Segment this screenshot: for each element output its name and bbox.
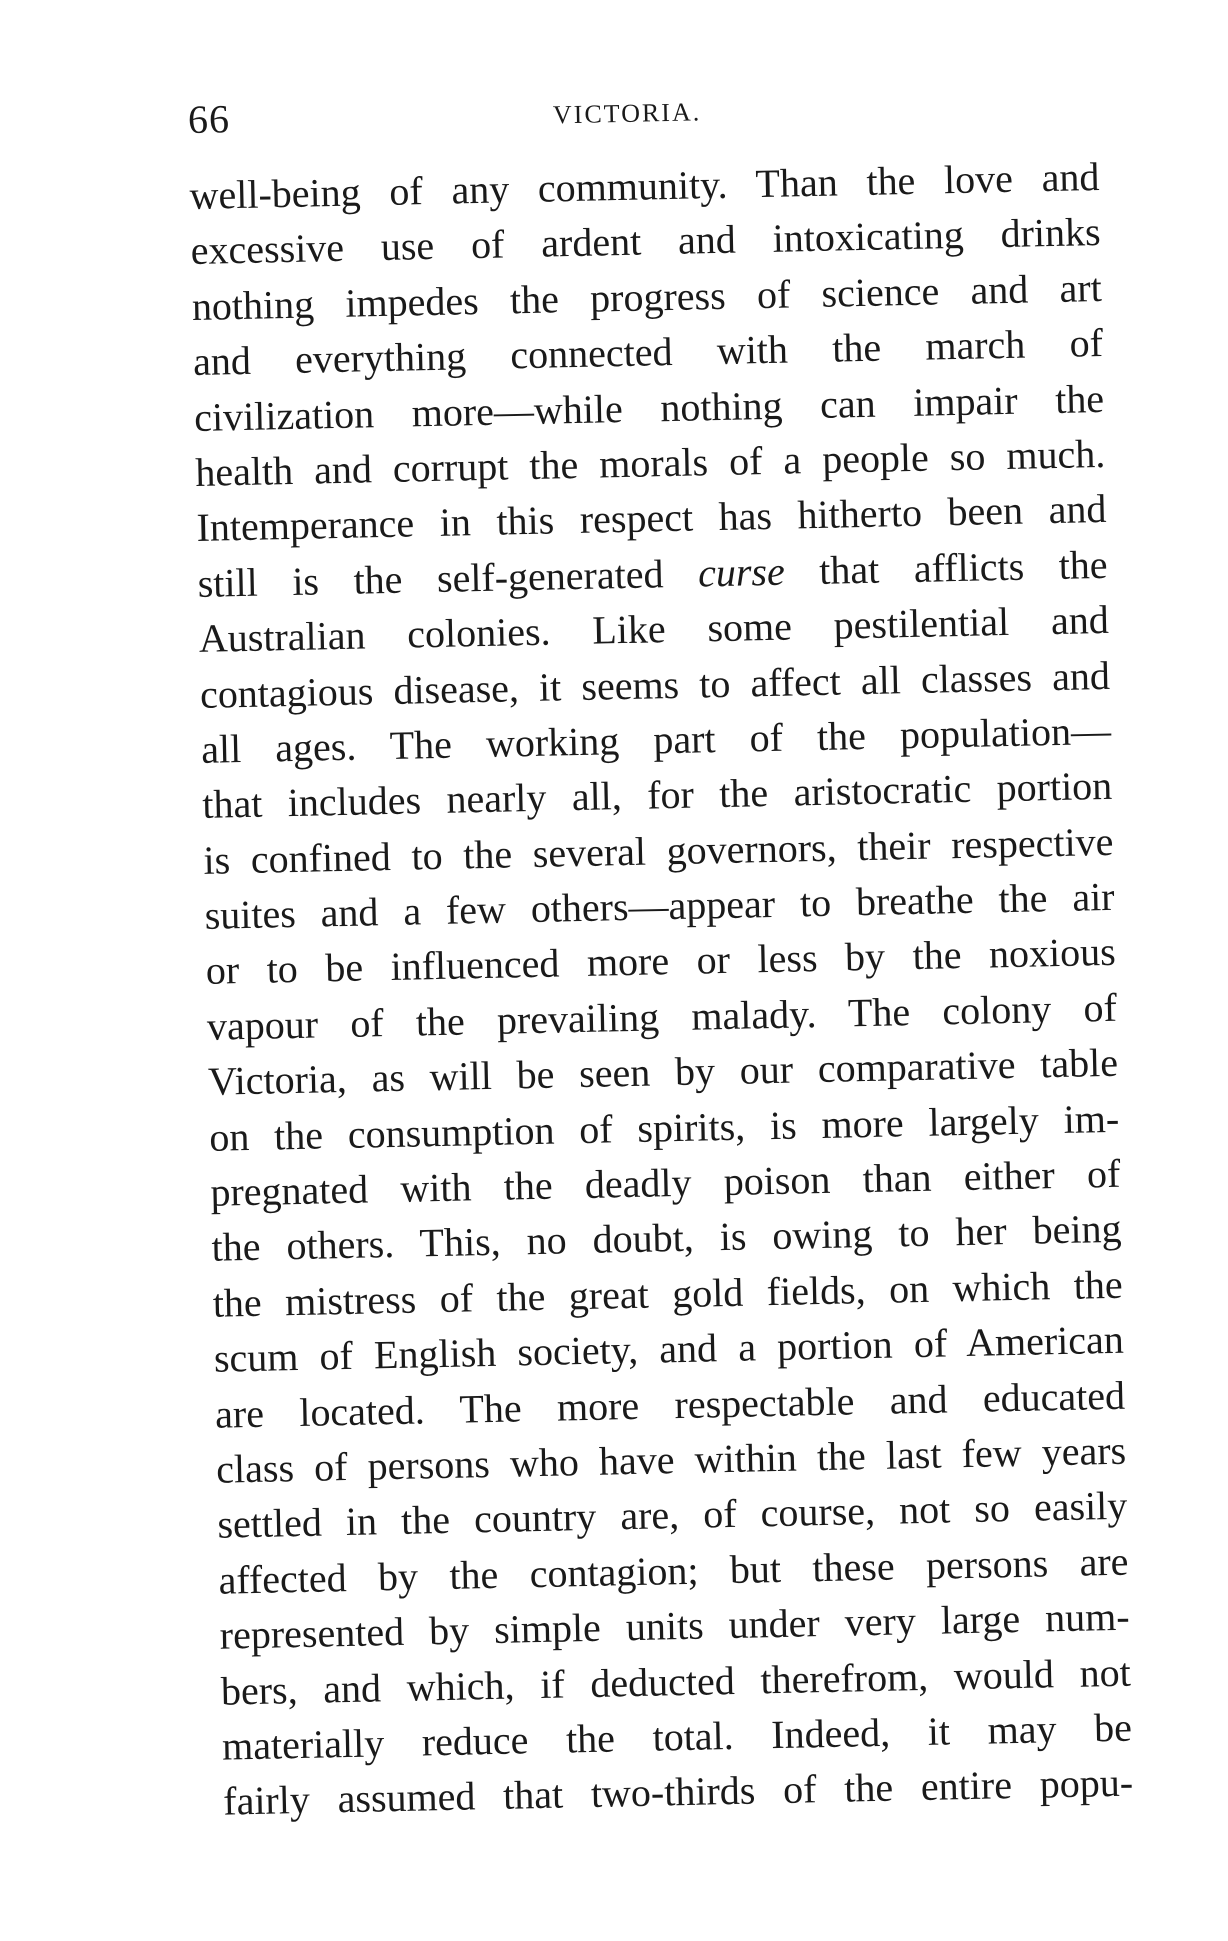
text-line: settled in the country are, of course, not so easily (216, 1483, 1128, 1548)
text-line: bers, and which, if deducted therefrom, would not (220, 1649, 1132, 1714)
text-line: is confined to the several governors, their respective (203, 818, 1114, 883)
text-line: the others. This, no doubt, is owing to her being (211, 1206, 1122, 1271)
text-line: nothing impedes the progress of science and art (191, 264, 1103, 329)
page-header (187, 77, 1098, 146)
text-line: Australian colonies. Like some pestilential and (198, 597, 1110, 662)
text-line: affected by the contagion; but these persons are (218, 1538, 1129, 1603)
page-number: 66 (187, 96, 231, 143)
text-line-start: still is the self-generated (197, 550, 664, 606)
text-line: and everything connected with the march of (192, 320, 1104, 385)
text-line: well-being of any community. Than the love and (189, 153, 1100, 219)
text-line: health and corrupt the morals of a people so much. (194, 430, 1106, 495)
text-line: contagious disease, it seems to affect all classes and (199, 652, 1111, 717)
text-line: all ages. The working part of the population— (200, 707, 1112, 772)
running-head: VICTORIA. (552, 97, 702, 130)
text-line: fairly assumed that two-thirds of the entire popu- (222, 1759, 1134, 1824)
text-line: Victoria, as will be seen by our comparative table (207, 1040, 1119, 1105)
text-line: represented by simple units under very large num- (219, 1593, 1131, 1658)
text-line: excessive use of ardent and intoxicating drinks (190, 209, 1102, 274)
text-line: civilization more—while nothing can impair the (193, 375, 1105, 440)
text-line: are located. The more respectable and educated (214, 1372, 1126, 1437)
text-line: Intemperance in this respect has hitherto been and (196, 486, 1107, 551)
text-line: materially reduce the total. Indeed, it may be (221, 1704, 1133, 1769)
text-line: vapour of the prevailing malady. The colony of (206, 984, 1118, 1049)
text-line: that includes nearly all, for the aristocratic portion (201, 763, 1113, 828)
emphasized-word: curse (697, 548, 786, 596)
text-line: class of persons who have within the last few years (215, 1427, 1127, 1492)
text-line: or to be influenced more or less by the noxious (205, 929, 1117, 994)
text-line: on the consumption of spirits, is more largely im- (208, 1095, 1120, 1160)
text-line-end: that afflicts the (818, 541, 1109, 593)
text-line: pregnated with the deadly poison than either of (209, 1150, 1121, 1215)
body-text (189, 149, 1134, 1829)
text-line: the mistress of the great gold fields, on which the (212, 1261, 1124, 1326)
text-line: suites and a few others—appear to breathe the air (204, 873, 1115, 938)
text-line: scum of English society, and a portion of American (213, 1316, 1125, 1381)
